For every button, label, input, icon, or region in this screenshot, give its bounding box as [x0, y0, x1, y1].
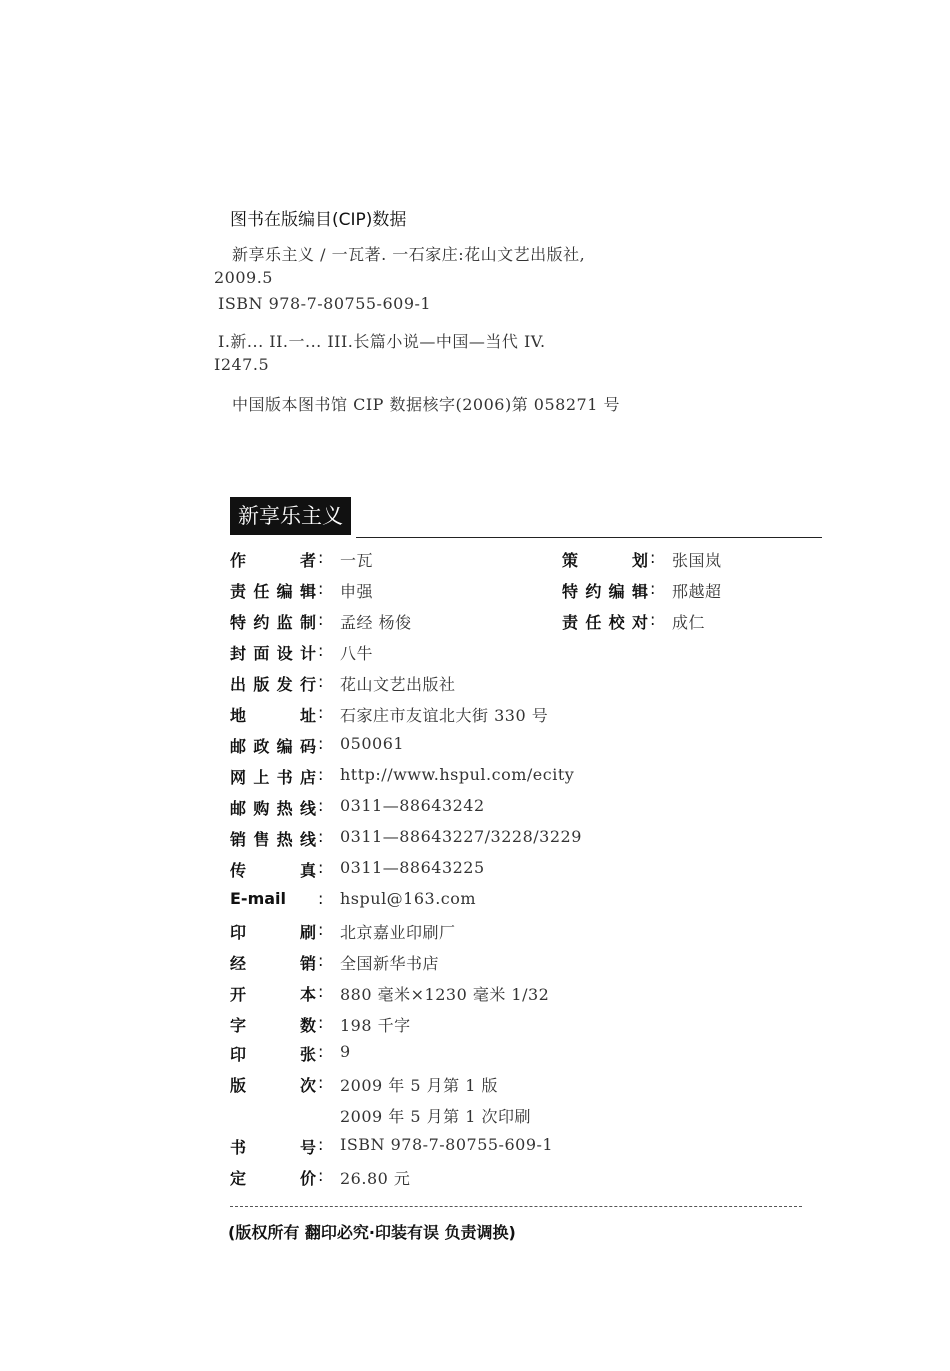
credit-value: http://www.hspul.com/ecity: [340, 765, 575, 784]
colon: :: [318, 796, 324, 815]
credit-label: 地址: [230, 706, 316, 725]
credit-label: 版次: [230, 1076, 316, 1095]
cip-heading: 图书在版编目(CIP)数据: [230, 210, 407, 230]
credit-value: 孟经 杨俊: [340, 613, 412, 632]
credit-label: 作者: [230, 551, 316, 570]
credit-value: 880 毫米×1230 毫米 1/32: [340, 985, 550, 1004]
colon: :: [318, 579, 324, 598]
colon: :: [650, 579, 656, 598]
credit-label: 策划: [562, 551, 648, 570]
credit-label: 印张: [230, 1045, 316, 1064]
credit-value: 北京嘉业印刷厂: [340, 923, 456, 942]
credit-label: 传真: [230, 861, 316, 880]
credit-label: 特约监制: [230, 613, 316, 632]
colon: :: [318, 765, 324, 784]
credit-label: 邮政编码: [230, 737, 316, 756]
credit-label: 印刷: [230, 923, 316, 942]
credit-value: 张国岚: [672, 551, 722, 570]
credit-label: 开本: [230, 985, 316, 1004]
colon: :: [318, 889, 324, 908]
credit-value: 0311—88643242: [340, 796, 485, 815]
credit-label: E-mail: [230, 889, 287, 908]
cip-line-title: 新享乐主义 / 一瓦著. 一石家庄:花山文艺出版社,: [232, 245, 586, 264]
title-divider: [356, 537, 822, 538]
credit-value: 2009 年 5 月第 1 次印刷: [340, 1107, 532, 1126]
cip-line-date: 2009.5: [214, 268, 273, 287]
credit-label: 网上书店: [230, 768, 316, 787]
credit-value: 石家庄市友谊北大街 330 号: [340, 706, 549, 725]
credit-label: 定价: [230, 1169, 316, 1188]
credit-value: 9: [340, 1042, 351, 1061]
colon: :: [318, 703, 324, 722]
cip-line-subjects: I.新... II.一... III.长篇小说—中国—当代 IV.: [218, 332, 546, 351]
credit-value: 0311—88643225: [340, 858, 485, 877]
credit-label: 封面设计: [230, 644, 316, 663]
cip-line-record-number: 中国版本图书馆 CIP 数据核字(2006)第 058271 号: [232, 395, 620, 414]
copyright-notice: (版权所有 翻印必究·印装有误 负责调换): [228, 1223, 516, 1242]
credit-value: 邢越超: [672, 582, 722, 601]
credit-value: 花山文艺出版社: [340, 675, 456, 694]
colon: :: [318, 951, 324, 970]
credit-value: 八牛: [340, 644, 374, 663]
credit-value: 26.80 元: [340, 1169, 411, 1188]
colon: :: [650, 610, 656, 629]
credit-value: 申强: [340, 582, 374, 601]
credit-value: 2009 年 5 月第 1 版: [340, 1076, 499, 1095]
colon: :: [318, 672, 324, 691]
cip-line-classification: I247.5: [214, 355, 270, 374]
credit-label: 责任编辑: [230, 582, 316, 601]
credit-label: 销售热线: [230, 830, 316, 849]
colon: :: [650, 548, 656, 567]
credit-value: 全国新华书店: [340, 954, 440, 973]
colon: :: [318, 610, 324, 629]
credit-label: 特约编辑: [562, 582, 648, 601]
credit-label: 出版发行: [230, 675, 316, 694]
footer-divider: [230, 1206, 802, 1207]
colon: :: [318, 1013, 324, 1032]
colon: :: [318, 858, 324, 877]
credit-label: 邮购热线: [230, 799, 316, 818]
colon: :: [318, 548, 324, 567]
credit-label: 字数: [230, 1016, 316, 1035]
colon: :: [318, 734, 324, 753]
credit-value: 一瓦: [340, 551, 374, 570]
credit-label: 经销: [230, 954, 316, 973]
colon: :: [318, 1073, 324, 1092]
credit-value: 050061: [340, 734, 405, 753]
cip-line-isbn: ISBN 978-7-80755-609-1: [218, 294, 432, 313]
colon: :: [318, 641, 324, 660]
credit-value: ISBN 978-7-80755-609-1: [340, 1135, 554, 1154]
credit-label: 责任校对: [562, 613, 648, 632]
colon: :: [318, 920, 324, 939]
colon: :: [318, 982, 324, 1001]
colon: :: [318, 1135, 324, 1154]
credit-value: hspul@163.com: [340, 889, 477, 908]
credit-value: 0311—88643227/3228/3229: [340, 827, 582, 846]
colon: :: [318, 1166, 324, 1185]
colon: :: [318, 1042, 324, 1061]
book-title-banner: 新享乐主义: [230, 497, 351, 535]
colon: :: [318, 827, 324, 846]
credit-label: 书号: [230, 1138, 316, 1157]
credit-value: 成仁: [672, 613, 706, 632]
credit-value: 198 千字: [340, 1016, 411, 1035]
